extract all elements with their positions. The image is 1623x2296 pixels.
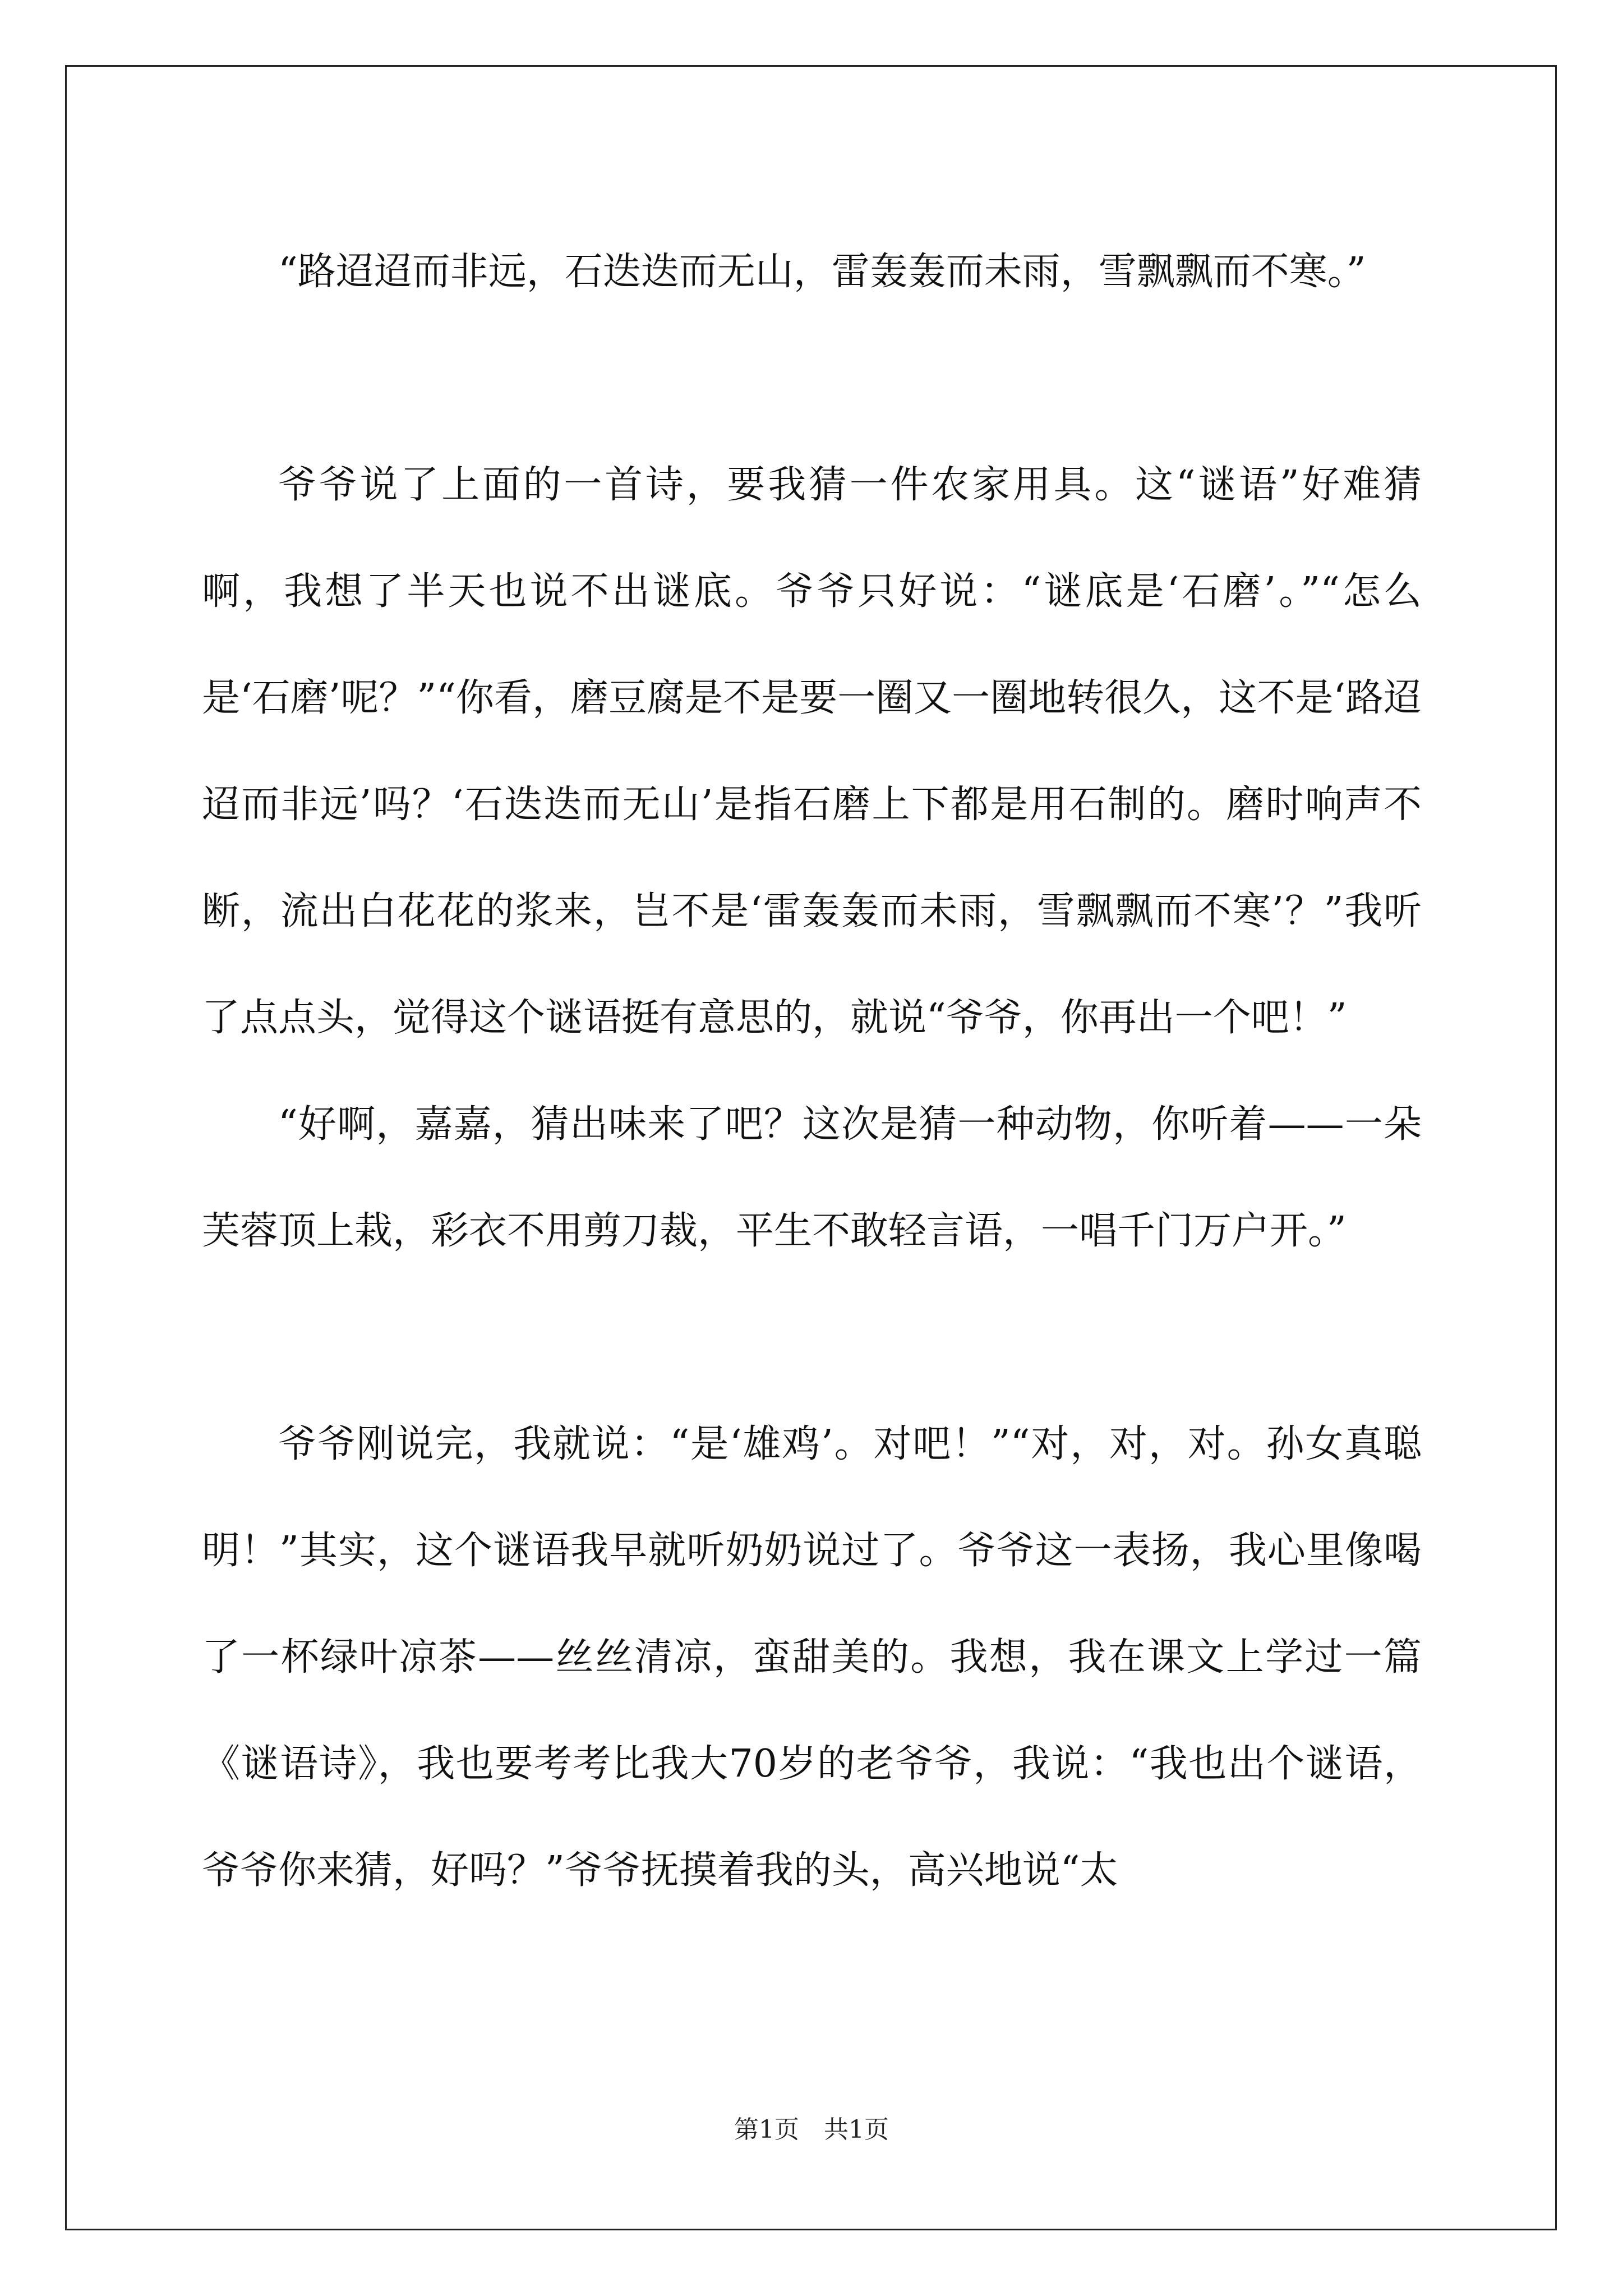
paragraph-3: “好啊，嘉嘉，猜出味来了吧？这次是猜一种动物，你听着——一朵芙蓉顶上栽，彩衣不用剪刀裁，平生不敢轻言语，一唱千门万户开。” [202,1102,1422,1253]
paragraph-4: 爷爷刚说完，我就说：“是‘雄鸡’。对吧！”“对，对，对。孙女真聪明！”其实，这个谜语我早就听奶奶说过了。爷爷这一表扬，我心里像喝了一杯绿叶凉茶——丝丝清凉，蛮甜美的。我想，我在课文上学过一篇《谜语诗》，我也要考考比我大70岁的老爷爷，我说：“我也出个谜语，爷爷你来猜，好吗？”爷爷抚摸着我的头，高兴地说“太 [202,1422,1422,1893]
paragraph-1: “路迢迢而非远，石迭迭而无山，雷轰轰而未雨，雪飘飘而不寒。” [278,250,1366,294]
paragraph-2: 爷爷说了上面的一首诗，要我猜一件农家用具。这“谜语”好难猜啊，我想了半天也说不出谜底。爷爷只好说：“谜底是‘石磨’。”“怎么是‘石磨’呢？”“你看，磨豆腐是不是要一圈又一圈地转很久，这不是‘路迢迢而非远’吗？‘石迭迭而无山’是指石磨上下都是用石制的。磨时响声不断，流出白花花的浆来，岂不是‘雷轰轰而未雨，雪飘飘而不寒’？”我听了点点头，觉得这个谜语挺有意思的，就说“爷爷，你再出一个吧！” [202,463,1422,1040]
page-footer: 第1页 共1页 [734,2115,889,2144]
